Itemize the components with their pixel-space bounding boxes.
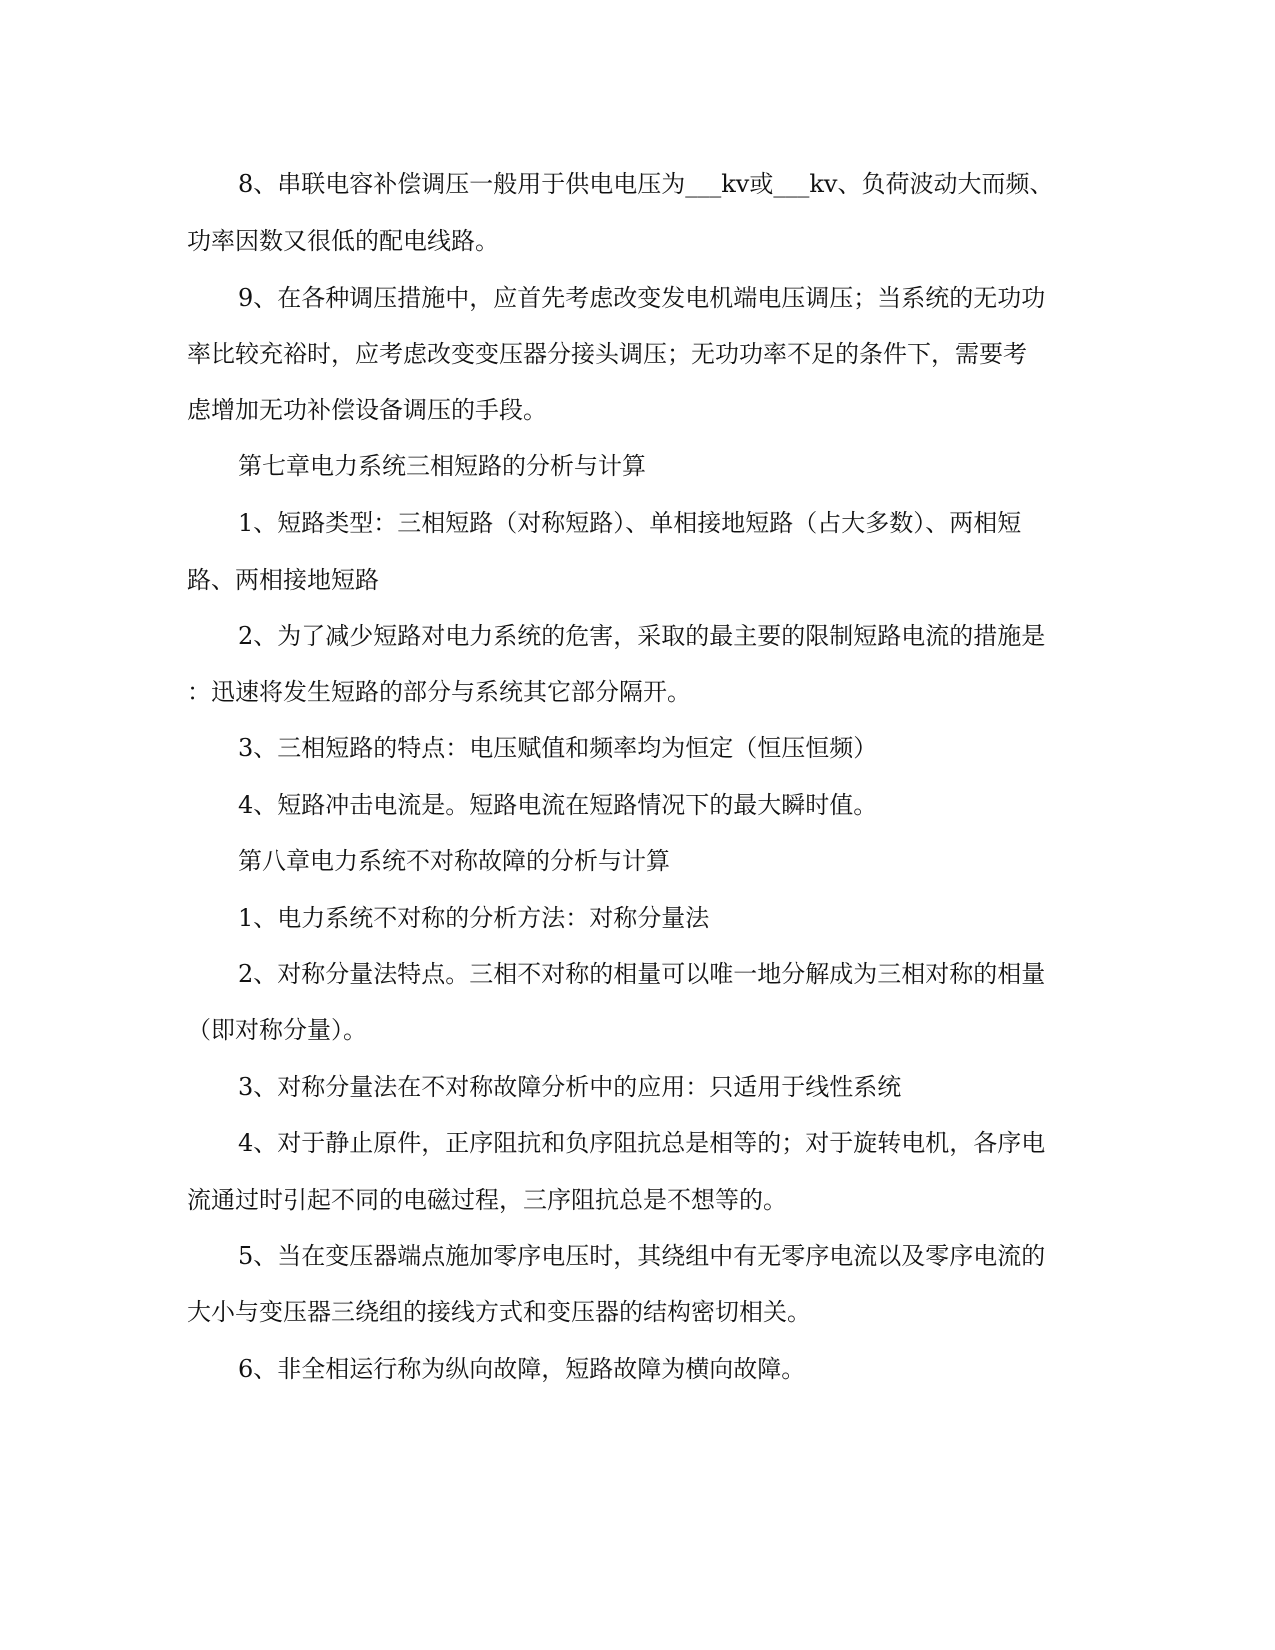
item-9-line-3: 虑增加无功补偿设备调压的手段。 [187, 396, 547, 424]
ch8-item-2-line-2: （即对称分量）。 [187, 1016, 367, 1044]
ch8-item-6: 6、非全相运行称为纵向故障，短路故障为横向故障。 [238, 1355, 806, 1383]
item-8-line-2: 功率因数又很低的配电线路。 [187, 227, 499, 255]
ch8-item-1: 1、电力系统不对称的分析方法：对称分量法 [238, 904, 710, 932]
item-8-line-1: 8、串联电容补偿调压一般用于供电电压为___kv或___kv、负荷波动大而频、 [238, 170, 1054, 198]
ch7-item-2-line-1: 2、为了减少短路对电力系统的危害，采取的最主要的限制短路电流的措施是 [238, 622, 1046, 650]
ch8-item-5-line-2: 大小与变压器三绕组的接线方式和变压器的结构密切相关。 [187, 1298, 811, 1326]
ch7-item-1-line-2: 路、两相接地短路 [187, 566, 379, 594]
ch7-item-1-line-1: 1、短路类型：三相短路（对称短路）、单相接地短路（占大多数）、两相短 [238, 509, 1022, 537]
ch8-item-2-line-1: 2、对称分量法特点。三相不对称的相量可以唯一地分解成为三相对称的相量 [238, 960, 1046, 988]
ch8-item-5-line-1: 5、当在变压器端点施加零序电压时，其绕组中有无零序电流以及零序电流的 [238, 1242, 1046, 1270]
ch8-item-4-line-2: 流通过时引起不同的电磁过程，三序阻抗总是不想等的。 [187, 1186, 787, 1214]
ch7-item-4: 4、短路冲击电流是。短路电流在短路情况下的最大瞬时值。 [238, 791, 878, 819]
item-9-line-1: 9、在各种调压措施中，应首先考虑改变发电机端电压调压；当系统的无功功 [238, 284, 1046, 312]
ch7-item-2-line-2: ：迅速将发生短路的部分与系统其它部分隔开。 [187, 678, 691, 706]
item-9-line-2: 率比较充裕时，应考虑改变变压器分接头调压；无功功率不足的条件下，需要考 [187, 340, 1027, 368]
ch7-item-3: 3、三相短路的特点：电压赋值和频率均为恒定（恒压恒频） [238, 734, 878, 762]
chapter-7-heading: 第七章电力系统三相短路的分析与计算 [238, 452, 646, 480]
chapter-8-heading: 第八章电力系统不对称故障的分析与计算 [238, 847, 670, 875]
ch8-item-4-line-1: 4、对于静止原件，正序阻抗和负序阻抗总是相等的；对于旋转电机，各序电 [238, 1129, 1046, 1157]
ch8-item-3: 3、对称分量法在不对称故障分析中的应用：只适用于线性系统 [238, 1073, 902, 1101]
